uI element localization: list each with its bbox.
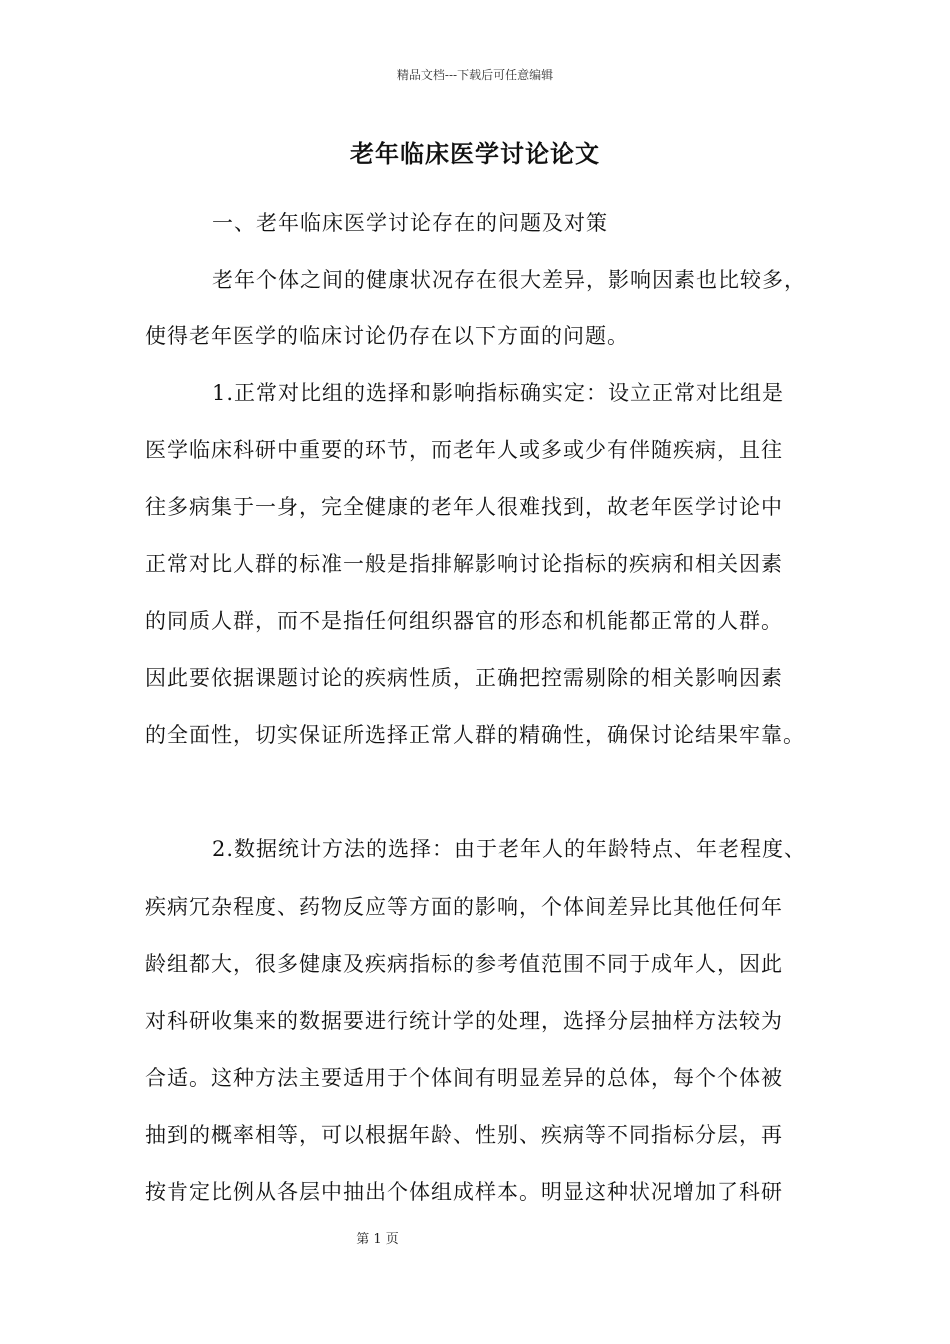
page-number: 第 1 页 bbox=[356, 1232, 399, 1247]
paragraph-line: 正常对比人群的标准一般是指排解影响讨论指标的疾病和相关因素 bbox=[145, 552, 783, 576]
paragraph-line: 对科研收集来的数据要进行统计学的处理，选择分层抽样方法较为 bbox=[145, 1009, 783, 1033]
paragraph-line: 的同质人群，而不是指任何组织器官的形态和机能都正常的人群。 bbox=[145, 609, 783, 633]
paragraph-line: 合适。这种方法主要适用于个体间有明显差异的总体，每个个体被 bbox=[145, 1066, 783, 1090]
paragraph-line: 疾病冗杂程度、药物反应等方面的影响，个体间差异比其他任何年 bbox=[145, 895, 783, 919]
paragraph-line: 老年个体之间的健康状况存在很大差异，影响因素也比较多， bbox=[212, 268, 806, 292]
paragraph-line: 因此要依据课题讨论的疾病性质，正确把控需剔除的相关影响因素 bbox=[145, 666, 783, 690]
header-note: 精品文档---下载后可任意编辑 bbox=[396, 68, 554, 82]
document-title: 老年临床医学讨论论文 bbox=[350, 140, 600, 168]
paragraph-line: 的全面性，切实保证所选择正常人群的精确性，确保讨论结果牢靠。 bbox=[145, 723, 805, 747]
paragraph-line: 医学临床科研中重要的环节，而老年人或多或少有伴随疾病，且往 bbox=[145, 438, 783, 462]
paragraph-line: 2.数据统计方法的选择：由于老年人的年龄特点、年老程度、 bbox=[212, 837, 807, 861]
paragraph-line: 龄组都大，很多健康及疾病指标的参考值范围不同于成年人，因此 bbox=[145, 952, 783, 976]
paragraph-line: 往多病集于一身，完全健康的老年人很难找到，故老年医学讨论中 bbox=[145, 495, 783, 519]
section-heading: 一、老年临床医学讨论存在的问题及对策 bbox=[212, 211, 608, 235]
paragraph-line: 使得老年医学的临床讨论仍存在以下方面的问题。 bbox=[145, 324, 629, 348]
paragraph-line: 抽到的概率相等，可以根据年龄、性别、疾病等不同指标分层，再 bbox=[145, 1123, 783, 1147]
paragraph-line: 1.正常对比组的选择和影响指标确实定：设立正常对比组是 bbox=[212, 381, 785, 405]
paragraph-line: 按肯定比例从各层中抽出个体组成样本。明显这种状况增加了科研 bbox=[145, 1180, 783, 1204]
